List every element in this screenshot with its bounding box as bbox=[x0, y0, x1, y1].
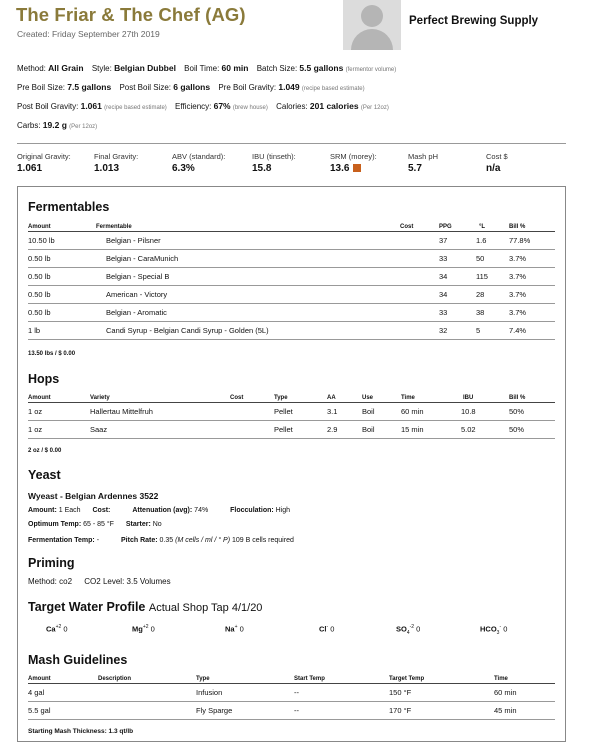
fermentables-header-row bbox=[28, 219, 555, 232]
table-row bbox=[28, 250, 555, 268]
cell-bill: 3.7% bbox=[509, 272, 527, 281]
cell-lovibond: 5 bbox=[476, 326, 481, 335]
cell-ppg: 33 bbox=[439, 308, 448, 317]
yeast-attenuation-label: Attenuation (avg): bbox=[132, 507, 193, 514]
col-header: Variety bbox=[90, 395, 110, 401]
yeast-pitch-rate-label: Pitch Rate: bbox=[121, 537, 158, 544]
table-row bbox=[28, 403, 555, 421]
yeast-starter-value: No bbox=[152, 521, 162, 528]
cell-aa: 2.9 bbox=[327, 425, 338, 434]
col-header: Time bbox=[494, 676, 508, 682]
stat-cost-value: n/a bbox=[486, 163, 501, 174]
cell-ppg: 33 bbox=[439, 254, 448, 263]
ion-label: Na bbox=[225, 624, 235, 634]
col-header: Bill % bbox=[509, 395, 526, 401]
stat-srm-value: 13.6 bbox=[330, 163, 350, 174]
yeast-line-3 bbox=[28, 537, 294, 544]
water-ion-cl bbox=[319, 624, 334, 634]
cell-amount: 1 lb bbox=[28, 326, 41, 335]
stat-fg bbox=[94, 152, 138, 174]
cell-bill: 3.7% bbox=[509, 254, 527, 263]
srm-color-swatch bbox=[353, 164, 361, 172]
cell-fermentable: Belgian - Aromatic bbox=[106, 308, 167, 317]
col-header: Description bbox=[98, 676, 132, 682]
stat-mash-ph-value: 5.7 bbox=[408, 163, 422, 174]
cell-amount: 0.50 lb bbox=[28, 254, 51, 263]
col-header: Start Temp bbox=[294, 676, 325, 682]
fermentables-title: Fermentables bbox=[28, 200, 110, 214]
ion-value: 0 bbox=[330, 624, 335, 634]
col-header: Type bbox=[274, 395, 288, 401]
calories-value: 201 calories bbox=[309, 101, 359, 111]
ion-charge: + bbox=[234, 624, 238, 630]
stat-og-label: Original Gravity: bbox=[17, 152, 71, 161]
yeast-pitch-rate-value: 0.35 bbox=[159, 537, 174, 544]
cell-target-temp: 150 °F bbox=[389, 688, 412, 697]
cell-lovibond: 115 bbox=[476, 272, 488, 281]
table-row bbox=[28, 684, 555, 702]
table-row bbox=[28, 268, 555, 286]
avatar bbox=[343, 0, 401, 50]
cell-start-temp: -- bbox=[294, 706, 299, 715]
ion-value: 0 bbox=[416, 624, 421, 634]
priming-method-label: Method: bbox=[28, 577, 57, 586]
hops-title: Hops bbox=[28, 372, 60, 386]
supplier-name: Perfect Brewing Supply bbox=[409, 15, 539, 27]
post-boil-gravity-note: (recipe based estimate) bbox=[104, 105, 167, 111]
cell-amount: 0.50 lb bbox=[28, 308, 51, 317]
stat-mash-ph-label: Mash pH bbox=[408, 152, 439, 161]
cell-lovibond: 1.6 bbox=[476, 236, 487, 245]
col-header: Amount bbox=[28, 676, 51, 682]
pre-boil-gravity-note: (recipe based estimate) bbox=[301, 86, 365, 92]
col-header: Type bbox=[196, 676, 210, 682]
yeast-optimum-temp-value: 65 - 85 °F bbox=[83, 521, 114, 528]
stat-abv bbox=[172, 152, 225, 174]
pre-boil-size-label: Pre Boil Size: bbox=[17, 83, 66, 92]
yeast-flocculation-label: Flocculation: bbox=[230, 507, 274, 514]
stat-abv-label: ABV (standard): bbox=[172, 152, 226, 161]
col-header: °L bbox=[479, 224, 486, 230]
col-header: PPG bbox=[439, 224, 452, 230]
cell-ibu: 10.8 bbox=[461, 407, 476, 416]
water-title-text: Target Water Profile bbox=[28, 600, 146, 614]
cell-type: Fly Sparge bbox=[196, 706, 233, 715]
recipe-details-box bbox=[17, 186, 566, 742]
mash-table bbox=[28, 671, 555, 720]
stat-fg-label: Final Gravity: bbox=[94, 152, 139, 161]
cell-bill: 7.4% bbox=[509, 326, 527, 335]
hops-header-row bbox=[28, 390, 555, 403]
hops-total: 2 oz / $ 0.00 bbox=[28, 448, 62, 454]
mash-header-row bbox=[28, 671, 555, 684]
cell-time: 15 min bbox=[401, 425, 424, 434]
cell-ppg: 32 bbox=[439, 326, 448, 335]
hops-table bbox=[28, 390, 555, 439]
cell-amount: 0.50 lb bbox=[28, 290, 51, 299]
yeast-ferm-temp-label: Fermentation Temp: bbox=[28, 537, 95, 544]
cell-time: 60 min bbox=[494, 688, 517, 697]
method-value: All Grain bbox=[48, 63, 84, 73]
stat-ibu-value: 15.8 bbox=[252, 163, 272, 174]
yeast-starter-label: Starter: bbox=[125, 521, 151, 528]
ion-charge: +2 bbox=[55, 624, 62, 630]
priming-method-value: co2 bbox=[59, 577, 73, 586]
stat-og bbox=[17, 152, 71, 174]
meta-line-2 bbox=[17, 82, 365, 92]
stat-ibu-label: IBU (tinseth): bbox=[252, 152, 296, 161]
cell-fermentable: Belgian - Special B bbox=[106, 272, 170, 281]
stat-mash-ph bbox=[408, 152, 438, 174]
calories-label: Calories: bbox=[276, 102, 308, 111]
avatar-head bbox=[361, 5, 383, 27]
cell-amount: 1 oz bbox=[28, 425, 43, 434]
water-title bbox=[28, 600, 262, 614]
yeast-cost-label: Cost: bbox=[92, 507, 111, 514]
carbs-value: 19.2 g bbox=[42, 120, 67, 130]
cell-time: 60 min bbox=[401, 407, 424, 416]
col-header: IBU bbox=[463, 395, 474, 401]
ion-subscript: 3 bbox=[496, 630, 500, 636]
cell-lovibond: 28 bbox=[476, 290, 485, 299]
ion-charge: +2 bbox=[142, 624, 149, 630]
divider bbox=[17, 143, 566, 144]
stats-row bbox=[17, 152, 566, 178]
ion-value: 0 bbox=[150, 624, 155, 634]
cell-target-temp: 170 °F bbox=[389, 706, 412, 715]
col-header: Use bbox=[362, 395, 374, 401]
water-ion-ca bbox=[46, 624, 68, 634]
table-row bbox=[28, 702, 555, 720]
stat-abv-value: 6.3% bbox=[172, 163, 195, 174]
cell-amount: 10.50 lb bbox=[28, 236, 55, 245]
yeast-line-2 bbox=[28, 521, 162, 528]
efficiency-value: 67% bbox=[213, 101, 231, 111]
meta-line-4 bbox=[17, 120, 97, 130]
yeast-line-1 bbox=[28, 507, 290, 514]
stat-og-value: 1.061 bbox=[17, 163, 43, 174]
post-boil-gravity-label: Post Boil Gravity: bbox=[17, 102, 79, 111]
recipe-title: The Friar & The Chef (AG) bbox=[16, 4, 246, 25]
cell-ibu: 5.02 bbox=[461, 425, 476, 434]
cell-amount: 0.50 lb bbox=[28, 272, 51, 281]
priming-co2-value: 3.5 Volumes bbox=[126, 577, 171, 586]
ion-label: Ca bbox=[46, 624, 56, 634]
yeast-title: Yeast bbox=[28, 468, 61, 482]
ion-value: 0 bbox=[63, 624, 68, 634]
meta-line-3 bbox=[17, 101, 389, 111]
cell-ppg: 34 bbox=[439, 272, 448, 281]
stat-ibu bbox=[252, 152, 296, 174]
cell-use: Boil bbox=[362, 407, 375, 416]
cell-fermentable: Belgian - Pilsner bbox=[106, 236, 161, 245]
method-label: Method: bbox=[17, 64, 46, 73]
yeast-attenuation-value: 74% bbox=[194, 507, 209, 514]
cell-amount: 5.5 gal bbox=[28, 706, 51, 715]
post-boil-gravity-value: 1.061 bbox=[80, 101, 102, 111]
priming-co2-label: CO2 Level: bbox=[84, 577, 125, 586]
stat-cost-label: Cost $ bbox=[486, 152, 508, 161]
style-value: Belgian Dubbel bbox=[114, 63, 176, 73]
water-ion-na bbox=[225, 624, 244, 634]
cell-type: Pellet bbox=[274, 425, 293, 434]
ion-subscript: 4 bbox=[406, 630, 410, 636]
yeast-optimum-temp-label: Optimum Temp: bbox=[28, 521, 82, 528]
cell-aa: 3.1 bbox=[327, 407, 338, 416]
table-row bbox=[28, 322, 555, 340]
ion-charge: - bbox=[326, 624, 329, 630]
boil-time-value: 60 min bbox=[221, 63, 249, 73]
ion-label: Cl bbox=[319, 624, 327, 634]
cell-bill: 3.7% bbox=[509, 308, 527, 317]
priming-title: Priming bbox=[28, 556, 75, 570]
carbs-label: Carbs: bbox=[17, 121, 41, 130]
fermentables-total: 13.50 lbs / $ 0.00 bbox=[28, 351, 76, 357]
table-row bbox=[28, 286, 555, 304]
post-boil-size-value: 6 gallons bbox=[173, 82, 211, 92]
table-row bbox=[28, 304, 555, 322]
cell-ppg: 37 bbox=[439, 236, 448, 245]
yeast-pitch-rate-unit: (M cells / ml / ° P) bbox=[175, 537, 231, 544]
batch-size-note: (fermentor volume) bbox=[345, 67, 397, 73]
created-date: Created: Friday September 27th 2019 bbox=[17, 29, 160, 39]
ion-label: SO bbox=[396, 624, 407, 634]
cell-type: Infusion bbox=[196, 688, 223, 697]
fermentables-table bbox=[28, 219, 555, 340]
calories-note: (Per 12oz) bbox=[360, 105, 389, 111]
yeast-amount-value: 1 Each bbox=[58, 507, 81, 514]
cell-lovibond: 38 bbox=[476, 308, 485, 317]
ion-label: HCO bbox=[480, 624, 497, 634]
cell-fermentable: Belgian - CaraMunich bbox=[106, 254, 179, 263]
col-header: Bill % bbox=[509, 224, 526, 230]
water-profile-name: Actual Shop Tap 4/1/20 bbox=[148, 602, 263, 614]
col-header: Fermentable bbox=[96, 224, 132, 230]
col-header: Amount bbox=[28, 395, 51, 401]
cell-time: 45 min bbox=[494, 706, 517, 715]
cell-variety: Hallertau Mittelfruh bbox=[90, 407, 153, 416]
cell-start-temp: -- bbox=[294, 688, 299, 697]
carbs-note: (Per 12oz) bbox=[69, 124, 98, 130]
pre-boil-gravity-value: 1.049 bbox=[278, 82, 300, 92]
ion-value: 0 bbox=[239, 624, 244, 634]
yeast-ferm-temp-value: - bbox=[96, 537, 100, 544]
cell-variety: Saaz bbox=[90, 425, 108, 434]
col-header: Time bbox=[401, 395, 415, 401]
yeast-pitch-rate-cells: 109 B cells required bbox=[231, 537, 294, 544]
ion-value: 0 bbox=[503, 624, 508, 634]
cell-lovibond: 50 bbox=[476, 254, 485, 263]
col-header: Cost bbox=[400, 224, 414, 230]
pre-boil-size-value: 7.5 gallons bbox=[67, 82, 112, 92]
efficiency-label: Efficiency: bbox=[175, 102, 212, 111]
water-ion-hco3 bbox=[480, 624, 507, 636]
col-header: Amount bbox=[28, 224, 51, 230]
col-header: Target Temp bbox=[389, 676, 425, 682]
cell-amount: 4 gal bbox=[28, 688, 45, 697]
yeast-amount-label: Amount: bbox=[28, 507, 57, 514]
post-boil-size-label: Post Boil Size: bbox=[119, 83, 172, 92]
stat-cost bbox=[486, 152, 508, 174]
col-header: Cost bbox=[230, 395, 244, 401]
stat-fg-value: 1.013 bbox=[94, 163, 120, 174]
cell-bill: 50% bbox=[509, 425, 525, 434]
cell-type: Pellet bbox=[274, 407, 293, 416]
col-header: AA bbox=[327, 395, 336, 401]
table-row bbox=[28, 421, 555, 439]
meta-line-1 bbox=[17, 63, 396, 73]
cell-bill: 50% bbox=[509, 407, 525, 416]
priming-line bbox=[28, 577, 171, 586]
batch-size-value: 5.5 gallons bbox=[299, 63, 344, 73]
cell-fermentable: Candi Syrup - Belgian Candi Syrup - Golden (5L) bbox=[106, 326, 269, 335]
ion-charge: -2 bbox=[409, 624, 415, 630]
cell-bill: 3.7% bbox=[509, 290, 527, 299]
water-ion-mg bbox=[132, 624, 155, 634]
cell-fermentable: American - Victory bbox=[106, 290, 168, 299]
cell-bill: 77.8% bbox=[509, 236, 531, 245]
ion-charge: - bbox=[499, 624, 502, 630]
stat-srm-label: SRM (morey): bbox=[330, 152, 377, 161]
style-label: Style: bbox=[91, 64, 112, 73]
yeast-flocculation-value: High bbox=[275, 507, 291, 514]
cell-amount: 1 oz bbox=[28, 407, 43, 416]
pre-boil-gravity-label: Pre Boil Gravity: bbox=[218, 83, 277, 92]
mash-thickness: Starting Mash Thickness: 1.3 qt/lb bbox=[28, 728, 134, 735]
stat-srm bbox=[330, 152, 377, 174]
yeast-name: Wyeast - Belgian Ardennes 3522 bbox=[28, 491, 159, 501]
cell-ppg: 34 bbox=[439, 290, 448, 299]
ion-label: Mg bbox=[132, 624, 143, 634]
cell-use: Boil bbox=[362, 425, 375, 434]
table-row bbox=[28, 232, 555, 250]
efficiency-note: (brew house) bbox=[232, 105, 268, 111]
water-ion-so4 bbox=[396, 624, 420, 636]
boil-time-label: Boil Time: bbox=[184, 64, 220, 73]
mash-title: Mash Guidelines bbox=[28, 653, 128, 667]
batch-size-label: Batch Size: bbox=[256, 64, 298, 73]
avatar-body bbox=[351, 29, 393, 50]
